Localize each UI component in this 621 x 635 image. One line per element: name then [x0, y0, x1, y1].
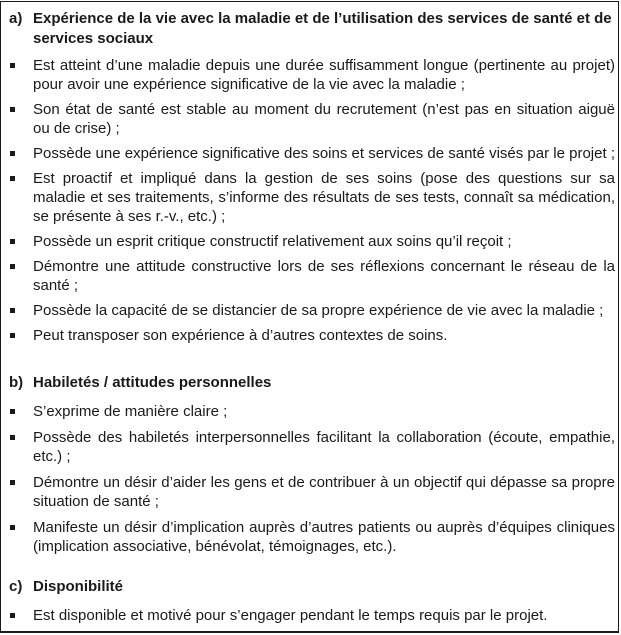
bullet-icon — [10, 613, 15, 618]
item-text: Est proactif et impliqué dans la gestion de ses soins (pose des questions sur sa maladie et ses traitements, s’informe des résultats de ses tests, connaît sa médication, se présente à ses r.-v., etc.) ; — [33, 170, 615, 225]
list-item — [9, 257, 615, 295]
item-text: Peut transposer son expérience à d’autres contextes de soins. — [33, 327, 448, 344]
section-letter: c) — [9, 578, 23, 595]
bullet-icon — [10, 409, 15, 414]
section-personal-skills — [9, 373, 615, 563]
bullet-icon — [10, 525, 15, 530]
item-text: Démontre un désir d’aider les gens et de contribuer à un objectif qui dépasse sa propre situation de santé ; — [33, 474, 615, 510]
item-text: Possède une expérience significative des soins et services de santé visés par le projet ; — [33, 145, 615, 162]
bullet-icon — [10, 176, 15, 181]
bullet-icon — [10, 63, 15, 68]
criteria-box — [0, 1, 619, 633]
bullet-icon — [10, 264, 15, 269]
section-title: Habiletés / attitudes personnelles — [33, 374, 272, 391]
section-letter: b) — [9, 374, 24, 391]
list-item — [9, 232, 615, 251]
section-heading — [9, 373, 615, 393]
list-item — [9, 169, 615, 226]
item-text: Manifeste un désir d’implication auprès d’autres patients ou auprès d’équipes cliniques (implication associative, bénévolat, témoignages, etc.). — [33, 519, 615, 555]
criteria-list — [9, 56, 615, 345]
section-heading — [9, 577, 615, 597]
item-text: Démontre une attitude constructive lors de ses réflexions concernant le réseau de la santé ; — [33, 258, 615, 294]
list-item — [9, 144, 615, 163]
section-availability — [9, 577, 615, 625]
bullet-icon — [10, 435, 15, 440]
item-text: Est disponible et motivé pour s’engager pendant le temps requis par le projet. — [33, 607, 548, 624]
section-experience — [9, 9, 615, 351]
list-item — [9, 473, 615, 511]
bullet-icon — [10, 151, 15, 156]
bullet-icon — [10, 107, 15, 112]
list-item — [9, 100, 615, 138]
list-item — [9, 518, 615, 556]
section-letter: a) — [9, 10, 23, 27]
item-text: Possède des habiletés interpersonnelles facilitant la collaboration (écoute, empathie, etc.) ; — [33, 429, 615, 465]
item-text: S’exprime de manière claire ; — [33, 403, 228, 420]
list-item — [9, 326, 615, 345]
list-item — [9, 56, 615, 94]
list-item — [9, 606, 615, 625]
section-heading — [9, 9, 615, 49]
criteria-list — [9, 402, 615, 556]
list-item — [9, 301, 615, 320]
item-text: Possède un esprit critique constructif relativement aux soins qu’il reçoit ; — [33, 233, 512, 250]
bullet-icon — [10, 480, 15, 485]
list-item — [9, 402, 615, 421]
criteria-list — [9, 606, 615, 625]
section-title: Expérience de la vie avec la maladie et de l’utilisation des services de santé et de services sociaux — [33, 10, 612, 47]
bullet-icon — [10, 308, 15, 313]
bullet-icon — [10, 333, 15, 338]
list-item — [9, 428, 615, 466]
bullet-icon — [10, 239, 15, 244]
item-text: Son état de santé est stable au moment du recrutement (n’est pas en situation aiguë ou de crise) ; — [33, 101, 615, 137]
section-title: Disponibilité — [33, 578, 123, 595]
item-text: Possède la capacité de se distancier de sa propre expérience de vie avec la maladie ; — [33, 302, 604, 319]
item-text: Est atteint d’une maladie depuis une durée suffisamment longue (pertinente au projet) pour avoir une expérience significative de la vie avec la maladie ; — [33, 57, 615, 93]
